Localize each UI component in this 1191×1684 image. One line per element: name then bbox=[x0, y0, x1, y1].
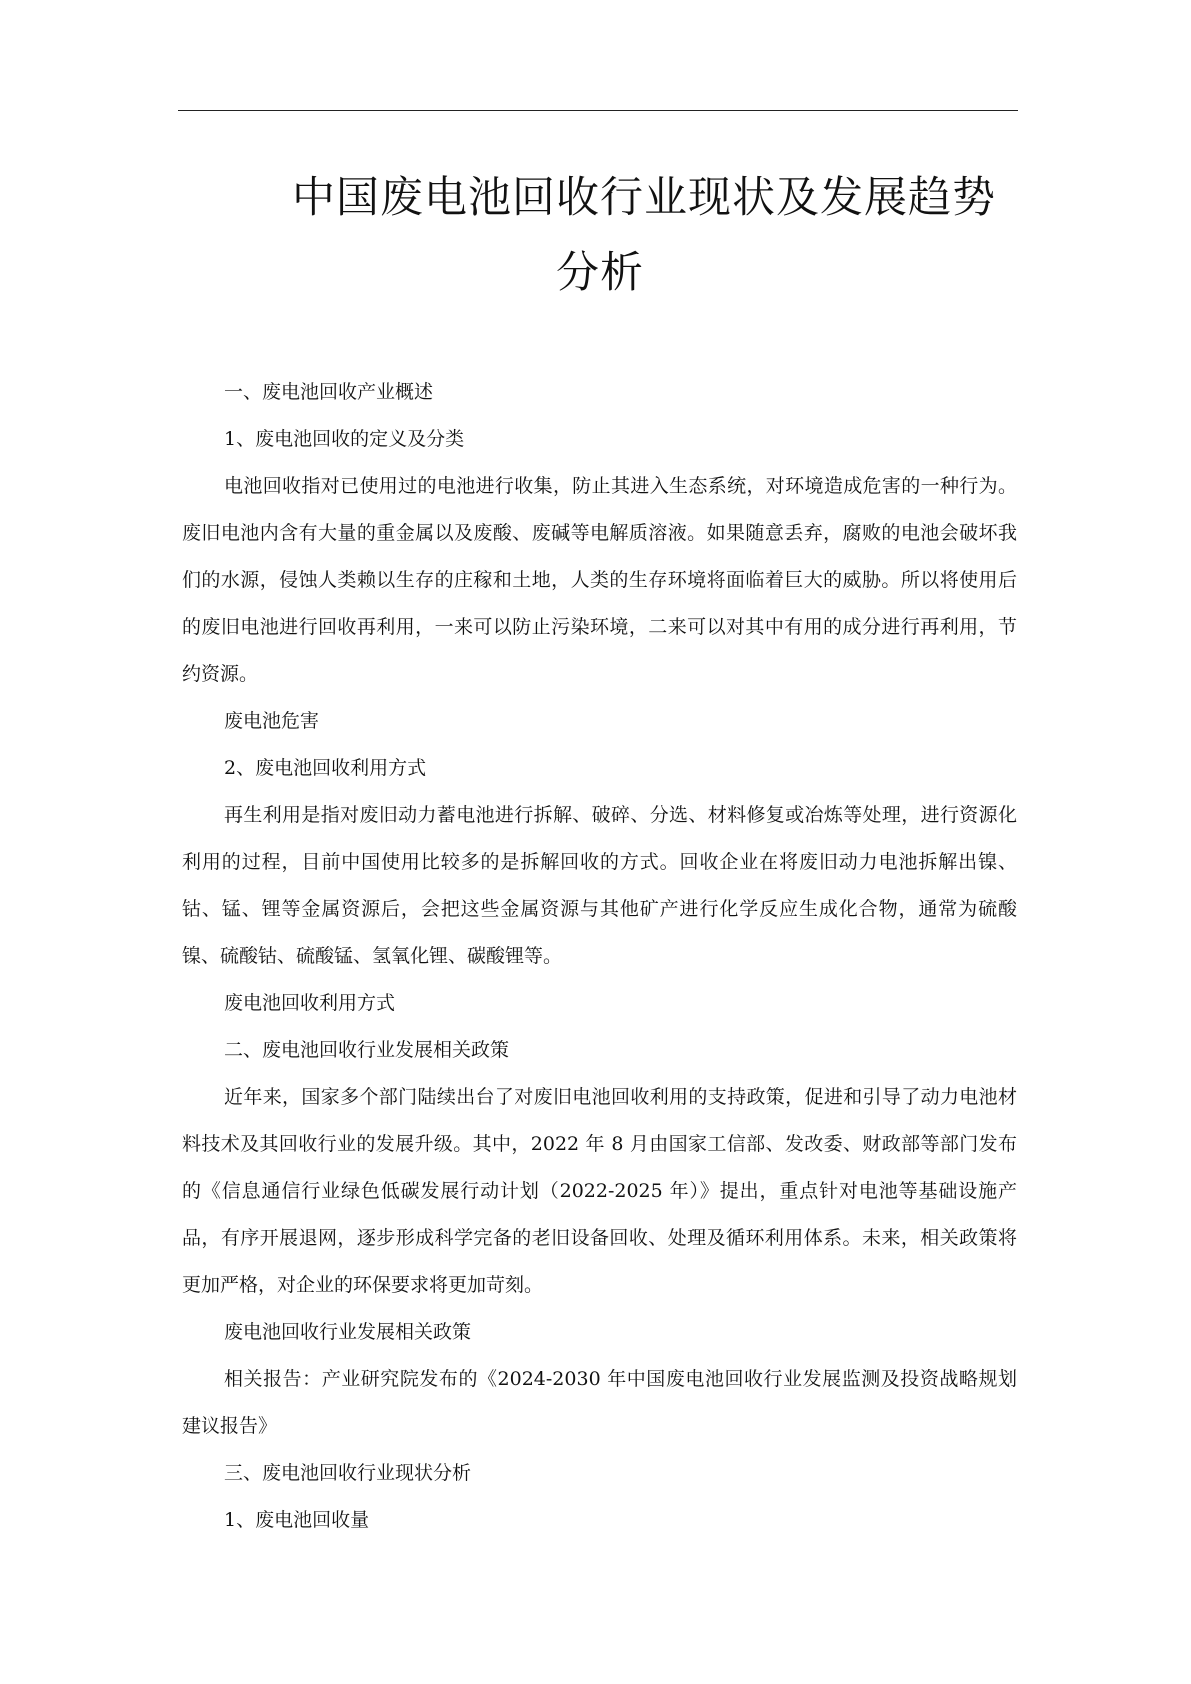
subsection-heading: 1、废电池回收量 bbox=[224, 1509, 370, 1531]
section-heading: 二、废电池回收行业发展相关政策 bbox=[224, 1039, 510, 1061]
document-title-line-2: 分析 bbox=[556, 248, 644, 298]
header-rule bbox=[178, 110, 1018, 111]
document-body bbox=[182, 369, 1017, 1544]
body-paragraph: 再生利用是指对废旧动力蓄电池进行拆解、破碎、分选、材料修复或冶炼等处理，进行资源化利用的过程，目前中国使用比较多的是拆解回收的方式。回收企业在将废旧动力电池拆解出镍、钴、锰、锂等金属资源后，会把这些金属资源与其他矿产进行化学反应生成化合物，通常为硫酸镍、硫酸钴、硫酸锰、氢氧化锂、碳酸锂等。 bbox=[182, 804, 1017, 967]
figure-caption: 废电池危害 bbox=[224, 710, 320, 732]
subsection-heading: 1、废电池回收的定义及分类 bbox=[224, 428, 465, 450]
body-paragraph: 近年来，国家多个部门陆续出台了对废旧电池回收利用的支持政策，促进和引导了动力电池材料技术及其回收行业的发展升级。其中，2022 年 8 月由国家工信部、发改委、财政部等部门发布的《信息通信行业绿色低碳发展行动计划（2022-2025 年）》提出，重点针对电池等基础设施产品，有序开展退网，逐步形成科学完备的老旧设备回收、处理及循环利用体系。未来，相关政策将更加严格，对企业的环保要求将更加苛刻。 bbox=[182, 1086, 1017, 1296]
body-paragraph: 电池回收指对已使用过的电池进行收集，防止其进入生态系统，对环境造成危害的一种行为。废旧电池内含有大量的重金属以及废酸、废碱等电解质溶液。如果随意丢弃，腐败的电池会破坏我们的水源，侵蚀人类赖以生存的庄稼和土地，人类的生存环境将面临着巨大的威胁。所以将使用后的废旧电池进行回收再利用，一来可以防止污染环境，二来可以对其中有用的成分进行再利用，节约资源。 bbox=[182, 475, 1017, 685]
document-title-line-1: 中国废电池回收行业现状及发展趋势 bbox=[292, 173, 996, 223]
figure-caption: 废电池回收利用方式 bbox=[224, 992, 396, 1014]
section-heading: 三、废电池回收行业现状分析 bbox=[224, 1462, 472, 1484]
related-report-note: 相关报告：产业研究院发布的《2024-2030 年中国废电池回收行业发展监测及投资战略规划建议报告》 bbox=[182, 1368, 1017, 1437]
subsection-heading: 2、废电池回收利用方式 bbox=[224, 757, 427, 779]
figure-caption: 废电池回收行业发展相关政策 bbox=[224, 1321, 472, 1343]
section-heading: 一、废电池回收产业概述 bbox=[224, 381, 434, 403]
